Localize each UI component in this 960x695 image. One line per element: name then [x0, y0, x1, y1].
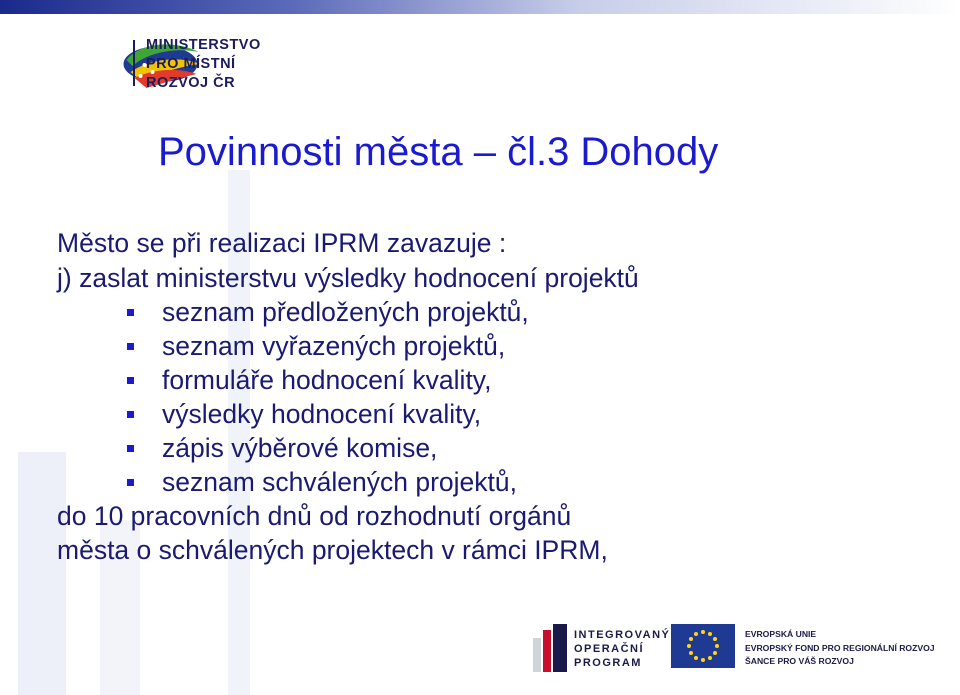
- ministry-line-3: ROZVOJ ČR: [146, 75, 236, 91]
- slide-title: Povinnosti města – čl.3 Dohody: [158, 130, 719, 174]
- iop-name: [574, 628, 670, 670]
- closing-line-1: do 10 pracovních dnů od rozhodnutí orgánů: [57, 501, 572, 531]
- bullet-item: seznam předložených projektů,: [57, 295, 639, 329]
- ministry-line-1: MINISTERSTVO: [146, 37, 261, 53]
- slide-body: [57, 225, 639, 567]
- bullet-item: zápis výběrové komise,: [57, 431, 639, 465]
- eu-line-3: ŠANCE PRO VÁŠ ROZVOJ: [745, 656, 854, 666]
- bullet-item: seznam schválených projektů,: [57, 465, 639, 499]
- iop-line-2: OPERAČNÍ: [574, 643, 645, 655]
- eu-line-1: EVROPSKÁ UNIE: [745, 629, 817, 639]
- eu-line-2: EVROPSKÝ FOND PRO REGIONÁLNÍ ROZVOJ: [745, 642, 935, 653]
- top-gradient-bar: [0, 0, 960, 14]
- iop-line-3: PROGRAM: [574, 657, 642, 669]
- logo-separator: [133, 40, 135, 86]
- item-j-line: j) zaslat ministerstvu výsledky hodnocení projektů: [57, 263, 639, 293]
- bullet-item: výsledky hodnocení kvality,: [57, 397, 639, 431]
- bullet-item: formuláře hodnocení kvality,: [57, 363, 639, 397]
- ministry-name: [146, 36, 261, 93]
- eu-flag-icon: [671, 624, 735, 668]
- closing-line-2: města o schválených projektech v rámci IPRM,: [57, 535, 608, 565]
- bullet-item: seznam vyřazených projektů,: [57, 329, 639, 363]
- ministry-line-2: PRO MÍSTNÍ: [146, 56, 236, 72]
- intro-line: Město se při realizaci IPRM zavazuje :: [57, 228, 507, 258]
- eu-text: [745, 628, 935, 669]
- iop-line-1: INTEGROVANÝ: [574, 629, 671, 641]
